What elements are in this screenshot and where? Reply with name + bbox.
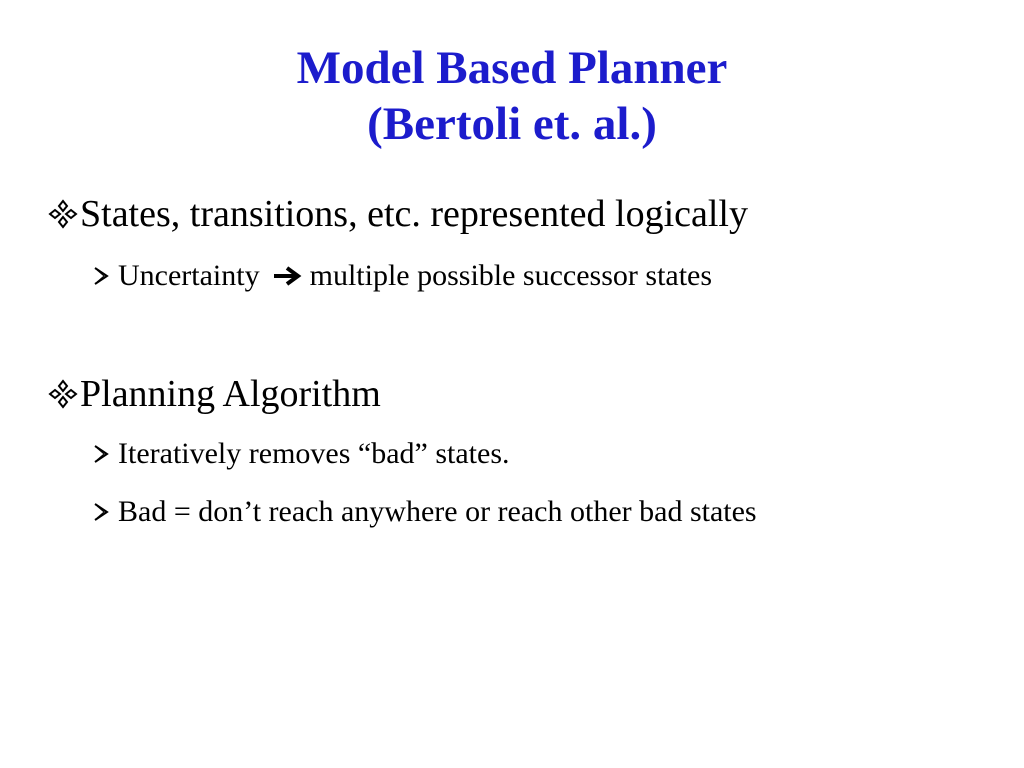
four-diamond-icon	[48, 379, 78, 409]
sub-bullet-text: Iteratively removes “bad” states.	[118, 437, 510, 470]
sub-bullet-uncertainty	[90, 258, 712, 294]
sub-bullet-text-after: multiple possible successor states	[309, 259, 713, 292]
bullet-planning-algorithm	[48, 372, 381, 416]
arrowhead-icon	[90, 443, 112, 465]
title-line-1: Model Based Planner	[296, 42, 728, 94]
bullet-text: States, transitions, etc. represented logically	[80, 193, 748, 235]
slide-title	[0, 40, 1024, 152]
sub-bullet-text-before: Uncertainty	[118, 259, 260, 292]
right-arrow-icon	[272, 265, 302, 287]
arrowhead-icon	[90, 265, 112, 287]
bullet-text: Planning Algorithm	[80, 373, 381, 415]
bullet-states-transitions	[48, 192, 748, 236]
sub-bullet-text: Bad = don’t reach anywhere or reach other bad states	[118, 495, 757, 528]
sub-bullet-iteratively-removes	[90, 436, 510, 472]
title-line-2: (Bertoli et. al.)	[367, 98, 657, 150]
four-diamond-icon	[48, 199, 78, 229]
arrowhead-icon	[90, 501, 112, 523]
sub-bullet-bad-definition	[90, 494, 757, 530]
